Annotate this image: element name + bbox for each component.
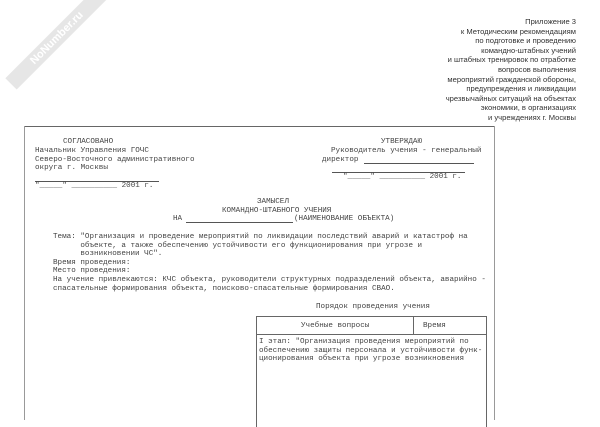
document-subtitle: КОМАНДНО-ШТАБНОГО УЧЕНИЯ (222, 206, 332, 215)
signature-line (364, 163, 474, 164)
confirm-date: "_____" __________ 2001 г. (343, 173, 462, 181)
object-prefix: НА (173, 215, 183, 224)
approver-line: округа г. Москвы (35, 164, 108, 173)
topic: Тема: "Организация и проведение мероприятий по ликвидации последствий аварий и катастроф на (53, 233, 468, 241)
topic: возникновении ЧС". (53, 250, 163, 259)
appendix-line: по подготовке и проведению (475, 36, 576, 46)
appendix-line: и штабных тренировок по отработке (447, 55, 576, 65)
frame-left (24, 126, 25, 420)
document-title: ЗАМЫСЕЛ (257, 198, 289, 206)
appendix-line: вопросов выполнения (497, 64, 576, 74)
appendix-line: чрезвычайных ситуаций на объектах (445, 93, 576, 103)
time-field: Время проведения: (53, 258, 131, 267)
schedule-table (256, 316, 487, 427)
approved-title: СОГЛАСОВАНО (63, 138, 114, 146)
appendix-line: и учреждениях г. Москвы (488, 112, 576, 122)
appendix-line: командно-штабных учений (481, 45, 576, 55)
watermark: NoNumber.ru (5, 0, 108, 90)
table-cell: I этап: "Организация проведения мероприятий по (259, 338, 469, 346)
header-questions: Учебные вопросы (301, 322, 370, 330)
appendix-note (446, 17, 576, 123)
approver-line: Северо-Восточного административного (35, 155, 195, 164)
director-line: Руководитель учения - генеральный (331, 147, 482, 155)
appendix-line: предупреждения и ликвидации (466, 84, 576, 94)
confirm-title: УТВЕРЖДАЮ (381, 138, 423, 146)
appendix-line: мероприятий гражданской обороны, (447, 74, 576, 84)
object-name: (НАИМЕНОВАНИЕ ОБЪЕКТА) (294, 215, 395, 224)
table-cell: ционирования объекта при угрозе возникновения (259, 355, 465, 364)
appendix-line: Приложение 3 (525, 17, 576, 26)
order-title: Порядок проведения учения (316, 303, 430, 311)
place-field: Место проведения: (53, 267, 131, 276)
approver-line: Начальник Управления ГОЧС (35, 147, 149, 155)
appendix-line: экономики, в организациях (480, 103, 576, 113)
participants: спасательные формирования объекта, поисково-спасательные формирования СВАО. (53, 284, 395, 293)
frame-right (494, 126, 495, 420)
column-divider (413, 317, 414, 334)
approval-date: "_____" __________ 2001 г. (35, 182, 154, 190)
director-line: директор (322, 155, 359, 164)
participants: На учение привлекаются: КЧС объекта, руководители структурных подразделений объекта, аварийно - (53, 276, 486, 284)
header-time: Время (423, 322, 446, 330)
object-line (186, 222, 293, 223)
table-cell: обеспечению защиты персонала и устойчивости функ- (259, 346, 483, 355)
appendix-line: к Методическим рекомендациям (460, 26, 576, 36)
topic: объекте, а также обеспечению устойчивости его функционирования при угрозе и (53, 241, 423, 250)
frame-top (24, 126, 494, 127)
header-divider (257, 334, 486, 335)
